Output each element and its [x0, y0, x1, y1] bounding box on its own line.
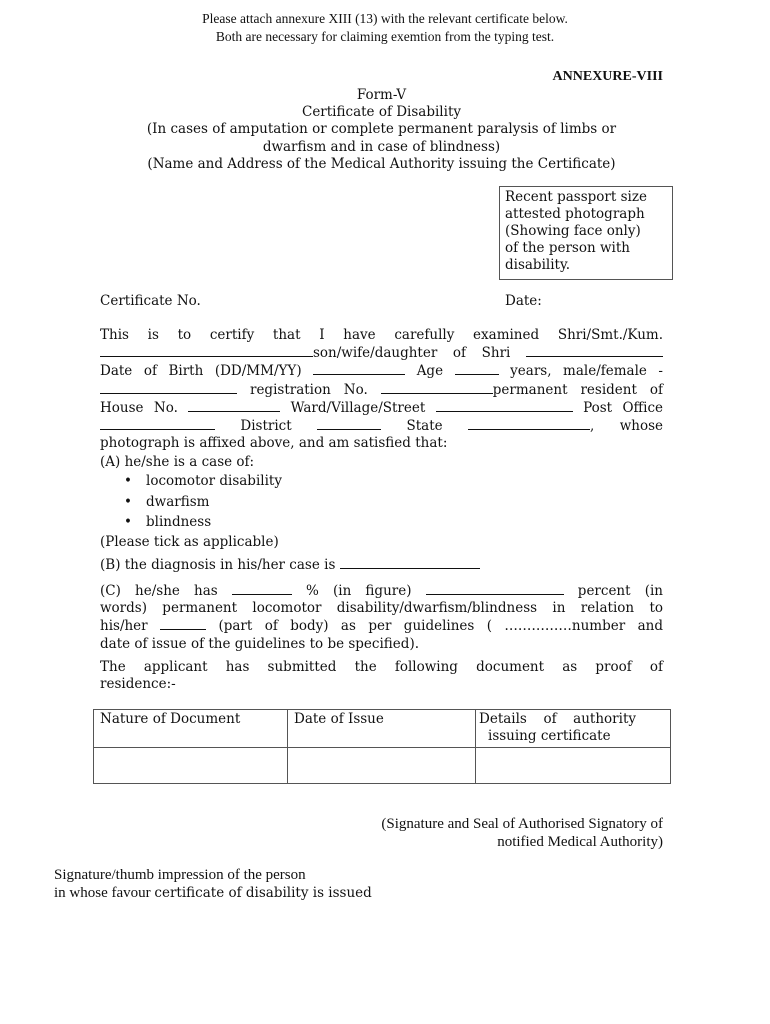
registration-label: registration No. — [249, 381, 368, 398]
date-label: Date: — [505, 293, 542, 309]
cases-line-1: (In cases of amputation or complete permanent paralysis of limbs or — [146, 121, 617, 138]
form-title: Certificate of Disability — [301, 104, 461, 121]
body-line-5 — [100, 399, 663, 417]
section-a — [100, 454, 663, 551]
street-label: Ward/Village/Street — [290, 399, 426, 416]
header-details-of-authority: Details of authority issuing certificate — [476, 710, 671, 748]
photo-box-line-5: disability. — [505, 257, 571, 273]
annexure-label: ANNEXURE-VIII — [552, 69, 663, 84]
name-blank[interactable] — [100, 344, 313, 357]
whose-label: whose — [619, 418, 664, 435]
resident-label: permanent resident of — [492, 381, 664, 398]
photo-box[interactable] — [499, 186, 673, 280]
table-row — [94, 748, 671, 784]
authority-signature-line-2: notified Medical Authority) — [497, 833, 663, 850]
photo-box-line-4: of the person with — [505, 240, 630, 256]
authority-signature-line-1: (Signature and Seal of Authorised Signatory of — [381, 816, 663, 832]
section-c-label: (C) — [100, 583, 121, 599]
attachment-notice — [0, 10, 770, 46]
disability-case-list — [100, 471, 663, 533]
gender-blank[interactable] — [100, 381, 237, 394]
documents-table — [93, 709, 671, 784]
proof-line-2: residence:- — [100, 676, 176, 693]
certification-paragraph — [100, 327, 663, 452]
percent-in-label: percent (in — [577, 583, 663, 599]
section-b-line — [100, 556, 663, 574]
section-c-line-1 — [100, 582, 663, 600]
cell-date-of-issue[interactable] — [288, 748, 476, 784]
street-blank[interactable] — [436, 399, 573, 412]
header-date-of-issue: Date of Issue — [288, 710, 476, 748]
post-office-label: Post Office — [583, 399, 664, 416]
authority-signature-block — [381, 816, 663, 851]
header-nature-of-document: Nature of Document — [94, 710, 288, 748]
post-office-blank[interactable] — [100, 417, 215, 430]
section-b — [100, 556, 663, 574]
certificate-no-label: Certificate No. — [100, 293, 201, 309]
body-line-4 — [100, 381, 663, 399]
state-blank[interactable] — [468, 417, 590, 430]
body-line-7: photograph is affixed above, and am satisfied that: — [100, 435, 448, 452]
diagnosis-blank[interactable] — [340, 556, 480, 569]
body-part-blank[interactable] — [160, 617, 206, 630]
relation-label: son/wife/daughter of Shri — [313, 345, 511, 362]
district-blank[interactable] — [317, 417, 381, 430]
authority-line: (Name and Address of the Medical Authority issuing the Certificate) — [147, 155, 616, 172]
gender-label: years, male/female - — [510, 363, 663, 380]
percent-figure-label: % (in figure) — [306, 583, 412, 599]
house-label: House No. — [100, 399, 178, 416]
body-line-6 — [100, 417, 663, 435]
photo-box-line-1: Recent passport size — [505, 189, 647, 205]
form-header — [100, 87, 663, 173]
notice-line-1: Please attach annexure XIII (13) with the relevant certificate below. — [202, 11, 568, 26]
photo-box-line-3: (Showing face only) — [505, 223, 641, 239]
district-label: District — [240, 418, 292, 435]
age-blank[interactable] — [455, 362, 499, 375]
dob-blank[interactable] — [313, 362, 405, 375]
percent-figure-blank[interactable] — [232, 582, 292, 595]
section-c-line-4: date of issue of the guidelines to be specified). — [100, 635, 419, 652]
age-label: Age — [416, 363, 444, 380]
cell-details-of-authority[interactable] — [476, 748, 671, 784]
person-signature-line-1: Signature/thumb impression of the person — [54, 867, 306, 883]
state-label: State — [406, 418, 443, 435]
house-blank[interactable] — [188, 399, 280, 412]
section-c-line-2: words) permanent locomotor disability/dwarfism/blindness in relation to — [100, 600, 663, 617]
proof-line-1: The applicant has submitted the following document as proof of — [100, 659, 663, 675]
tick-note: (Please tick as applicable) — [100, 533, 279, 550]
proof-of-residence — [100, 659, 663, 693]
form-number: Form-V — [356, 87, 407, 103]
has-label: he/she has — [135, 583, 218, 599]
photo-box-line-2: attested photograph — [505, 206, 645, 222]
section-a-intro: (A) he/she is a case of: — [100, 454, 255, 470]
body-line-3 — [100, 362, 663, 380]
body-line-2 — [100, 344, 663, 362]
person-signature-block — [54, 867, 372, 902]
table-header-row — [94, 710, 671, 748]
case-item-dwarfism[interactable]: • dwarfism — [100, 492, 663, 513]
diagnosis-label: (B) the diagnosis in his/her case is — [100, 557, 336, 573]
person-signature-line-2: in whose favour certificate of disability is issued — [54, 884, 372, 901]
guidelines-label: (part of body) as per guidelines ( ……………number and — [218, 618, 663, 635]
case-item-locomotor[interactable]: • locomotor disability — [100, 471, 663, 492]
registration-blank[interactable] — [381, 381, 493, 394]
father-name-blank[interactable] — [526, 344, 663, 357]
his-her-label: his/her — [100, 618, 148, 635]
body-line-1: This is to certify that I have carefully examined Shri/Smt./Kum. — [100, 327, 663, 343]
section-c-line-3 — [100, 617, 663, 635]
cell-nature-of-document[interactable] — [94, 748, 288, 784]
cases-line-2: dwarfism and in case of blindness) — [262, 138, 501, 155]
notice-line-2: Both are necessary for claiming exemtion from the typing test. — [215, 29, 555, 44]
comma: , — [590, 418, 595, 435]
case-item-blindness[interactable]: • blindness — [100, 512, 663, 533]
percent-words-blank[interactable] — [426, 582, 564, 595]
dob-label: Date of Birth (DD/MM/YY) — [100, 363, 302, 380]
section-c — [100, 582, 663, 653]
